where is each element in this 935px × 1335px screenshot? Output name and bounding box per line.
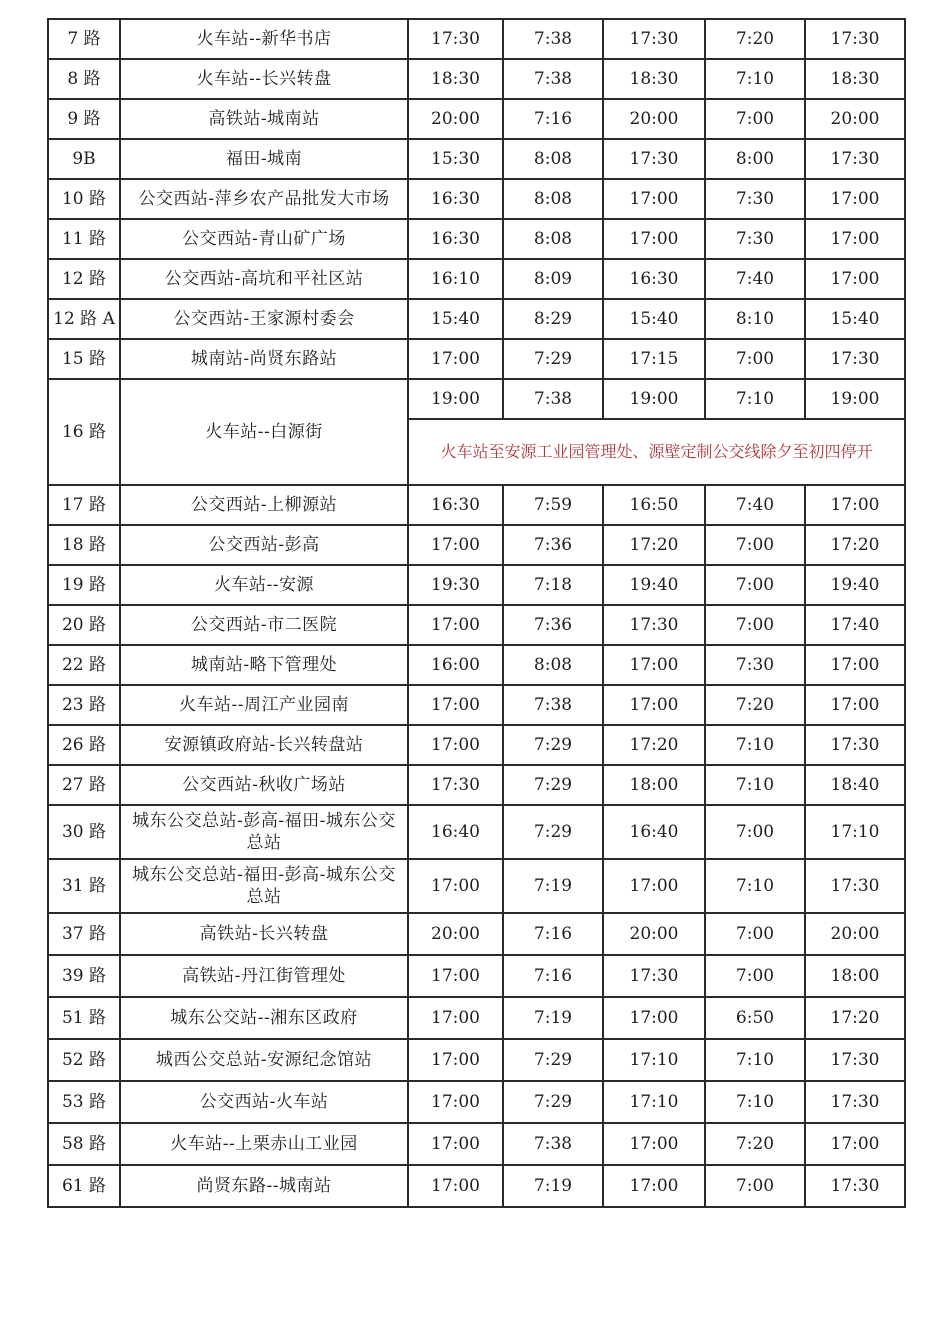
time-cell: 20:00	[408, 99, 503, 139]
time-cell: 17:00	[805, 1123, 905, 1165]
time-cell: 7:10	[705, 379, 805, 419]
route-number-cell: 18 路	[48, 525, 120, 565]
table-row	[48, 913, 905, 955]
route-number-cell: 9B	[48, 139, 120, 179]
time-cell: 17:00	[603, 179, 705, 219]
time-cell: 20:00	[408, 913, 503, 955]
time-cell: 20:00	[805, 913, 905, 955]
table-row	[48, 485, 905, 525]
table-row	[48, 1039, 905, 1081]
time-cell: 18:30	[408, 59, 503, 99]
time-cell: 17:30	[603, 19, 705, 59]
table-row	[48, 1123, 905, 1165]
route-line-cell: 高铁站-城南站	[120, 99, 408, 139]
time-cell: 17:10	[603, 1039, 705, 1081]
time-cell: 16:40	[408, 805, 503, 859]
route-number-cell: 17 路	[48, 485, 120, 525]
route-line-cell: 火车站--白源街	[120, 379, 408, 485]
route-line-cell: 火车站--新华书店	[120, 19, 408, 59]
time-cell: 17:30	[805, 859, 905, 913]
time-cell: 8:00	[705, 139, 805, 179]
time-cell: 18:00	[805, 955, 905, 997]
time-cell: 7:40	[705, 259, 805, 299]
time-cell: 19:30	[408, 565, 503, 605]
table-row	[48, 19, 905, 59]
time-cell: 7:16	[503, 955, 603, 997]
time-cell: 17:00	[603, 1165, 705, 1207]
time-cell: 17:30	[805, 139, 905, 179]
table-row	[48, 379, 905, 419]
route-number-cell: 31 路	[48, 859, 120, 913]
time-cell: 16:50	[603, 485, 705, 525]
time-cell: 15:40	[805, 299, 905, 339]
time-cell: 16:00	[408, 645, 503, 685]
time-cell: 7:10	[705, 725, 805, 765]
time-cell: 17:30	[603, 955, 705, 997]
time-cell: 8:29	[503, 299, 603, 339]
time-cell: 7:10	[705, 765, 805, 805]
route-number-cell: 16 路	[48, 379, 120, 485]
time-cell: 17:00	[805, 685, 905, 725]
time-cell: 17:00	[408, 725, 503, 765]
time-cell: 8:08	[503, 645, 603, 685]
time-cell: 17:30	[805, 1165, 905, 1207]
time-cell: 17:00	[408, 339, 503, 379]
time-cell: 17:30	[805, 339, 905, 379]
route-number-cell: 58 路	[48, 1123, 120, 1165]
table-row	[48, 339, 905, 379]
route-line-cell: 城东公交总站-福田-彭高-城东公交总站	[120, 859, 408, 913]
time-cell: 17:10	[805, 805, 905, 859]
route-number-cell: 39 路	[48, 955, 120, 997]
time-cell: 7:00	[705, 913, 805, 955]
route-line-cell: 安源镇政府站-长兴转盘站	[120, 725, 408, 765]
route-line-cell: 公交西站-火车站	[120, 1081, 408, 1123]
route-number-cell: 12 路 A	[48, 299, 120, 339]
time-cell: 8:10	[705, 299, 805, 339]
time-cell: 7:16	[503, 99, 603, 139]
time-cell: 17:30	[603, 139, 705, 179]
route-line-cell: 公交西站-王家源村委会	[120, 299, 408, 339]
table-row	[48, 565, 905, 605]
time-cell: 7:19	[503, 997, 603, 1039]
time-cell: 7:30	[705, 645, 805, 685]
time-cell: 17:20	[805, 525, 905, 565]
time-cell: 6:50	[705, 997, 805, 1039]
time-cell: 7:00	[705, 955, 805, 997]
route-line-cell: 尚贤东路--城南站	[120, 1165, 408, 1207]
time-cell: 7:59	[503, 485, 603, 525]
time-cell: 18:40	[805, 765, 905, 805]
table-row	[48, 1165, 905, 1207]
time-cell: 7:38	[503, 685, 603, 725]
time-cell: 15:30	[408, 139, 503, 179]
time-cell: 7:38	[503, 19, 603, 59]
time-cell: 17:00	[603, 685, 705, 725]
bus-schedule-table	[47, 18, 906, 1208]
time-cell: 7:29	[503, 765, 603, 805]
time-cell: 7:36	[503, 525, 603, 565]
time-cell: 7:00	[705, 339, 805, 379]
time-cell: 7:00	[705, 605, 805, 645]
time-cell: 7:29	[503, 725, 603, 765]
time-cell: 7:20	[705, 685, 805, 725]
route-number-cell: 22 路	[48, 645, 120, 685]
route-line-cell: 城西公交总站-安源纪念馆站	[120, 1039, 408, 1081]
time-cell: 17:00	[408, 859, 503, 913]
table-row	[48, 259, 905, 299]
time-cell: 17:00	[805, 219, 905, 259]
time-cell: 16:40	[603, 805, 705, 859]
route-line-cell: 火车站--安源	[120, 565, 408, 605]
route-number-cell: 52 路	[48, 1039, 120, 1081]
time-cell: 7:38	[503, 59, 603, 99]
table-row	[48, 59, 905, 99]
route-line-cell: 火车站--周江产业园南	[120, 685, 408, 725]
time-cell: 17:00	[408, 955, 503, 997]
route-line-cell: 福田-城南	[120, 139, 408, 179]
time-cell: 17:20	[603, 725, 705, 765]
time-cell: 16:30	[408, 179, 503, 219]
time-cell: 19:00	[408, 379, 503, 419]
route-number-cell: 53 路	[48, 1081, 120, 1123]
time-cell: 16:30	[603, 259, 705, 299]
table-row	[48, 645, 905, 685]
table-row	[48, 525, 905, 565]
time-cell: 16:30	[408, 219, 503, 259]
time-cell: 17:30	[805, 1039, 905, 1081]
table-row	[48, 859, 905, 913]
time-cell: 7:38	[503, 379, 603, 419]
time-cell: 7:38	[503, 1123, 603, 1165]
route-line-cell: 火车站--长兴转盘	[120, 59, 408, 99]
time-cell: 8:08	[503, 179, 603, 219]
time-cell: 17:00	[603, 997, 705, 1039]
table-row	[48, 765, 905, 805]
time-cell: 18:30	[603, 59, 705, 99]
time-cell: 17:00	[408, 1165, 503, 1207]
time-cell: 17:00	[603, 859, 705, 913]
route-number-cell: 15 路	[48, 339, 120, 379]
time-cell: 17:00	[603, 1123, 705, 1165]
route-line-cell: 城东公交站--湘东区政府	[120, 997, 408, 1039]
route-number-cell: 51 路	[48, 997, 120, 1039]
route-number-cell: 26 路	[48, 725, 120, 765]
time-cell: 7:40	[705, 485, 805, 525]
time-cell: 7:10	[705, 1081, 805, 1123]
time-cell: 20:00	[603, 99, 705, 139]
time-cell: 7:30	[705, 179, 805, 219]
table-row	[48, 997, 905, 1039]
time-cell: 7:18	[503, 565, 603, 605]
time-cell: 19:40	[603, 565, 705, 605]
time-cell: 17:00	[408, 1081, 503, 1123]
time-cell: 17:30	[805, 19, 905, 59]
time-cell: 7:00	[705, 99, 805, 139]
time-cell: 15:40	[408, 299, 503, 339]
table-row	[48, 1081, 905, 1123]
route-number-cell: 12 路	[48, 259, 120, 299]
time-cell: 7:19	[503, 859, 603, 913]
table-row	[48, 179, 905, 219]
time-cell: 17:30	[805, 725, 905, 765]
time-cell: 17:00	[805, 259, 905, 299]
time-cell: 7:00	[705, 565, 805, 605]
time-cell: 8:08	[503, 219, 603, 259]
time-cell: 8:09	[503, 259, 603, 299]
route-number-cell: 19 路	[48, 565, 120, 605]
route-number-cell: 37 路	[48, 913, 120, 955]
route-number-cell: 23 路	[48, 685, 120, 725]
time-cell: 7:16	[503, 913, 603, 955]
time-cell: 17:00	[408, 1123, 503, 1165]
time-cell: 19:00	[603, 379, 705, 419]
route-line-cell: 公交西站-市二医院	[120, 605, 408, 645]
route-number-cell: 10 路	[48, 179, 120, 219]
route-line-cell: 公交西站-高坑和平社区站	[120, 259, 408, 299]
time-cell: 17:30	[805, 1081, 905, 1123]
time-cell: 17:00	[408, 997, 503, 1039]
route-line-cell: 火车站--上栗赤山工业园	[120, 1123, 408, 1165]
table-row	[48, 955, 905, 997]
time-cell: 7:29	[503, 1039, 603, 1081]
route-number-cell: 8 路	[48, 59, 120, 99]
time-cell: 16:10	[408, 259, 503, 299]
time-cell: 17:00	[805, 485, 905, 525]
time-cell: 20:00	[603, 913, 705, 955]
time-cell: 7:10	[705, 1039, 805, 1081]
time-cell: 7:29	[503, 805, 603, 859]
time-cell: 17:15	[603, 339, 705, 379]
time-cell: 17:00	[408, 605, 503, 645]
time-cell: 7:00	[705, 805, 805, 859]
time-cell: 7:00	[705, 1165, 805, 1207]
time-cell: 15:40	[603, 299, 705, 339]
route-line-cell: 城东公交总站-彭高-福田-城东公交总站	[120, 805, 408, 859]
route-line-cell: 公交西站-秋收广场站	[120, 765, 408, 805]
time-cell: 18:00	[603, 765, 705, 805]
table-row	[48, 605, 905, 645]
time-cell: 7:30	[705, 219, 805, 259]
time-cell: 7:00	[705, 525, 805, 565]
table-row	[48, 685, 905, 725]
route-line-cell: 城南站-略下管理处	[120, 645, 408, 685]
time-cell: 8:08	[503, 139, 603, 179]
time-cell: 17:00	[408, 685, 503, 725]
time-cell: 17:10	[603, 1081, 705, 1123]
time-cell: 7:29	[503, 1081, 603, 1123]
time-cell: 17:00	[603, 645, 705, 685]
time-cell: 7:20	[705, 1123, 805, 1165]
route-line-cell: 公交西站-彭高	[120, 525, 408, 565]
route-line-cell: 公交西站-萍乡农产品批发大市场	[120, 179, 408, 219]
route-number-cell: 30 路	[48, 805, 120, 859]
time-cell: 16:30	[408, 485, 503, 525]
time-cell: 7:10	[705, 59, 805, 99]
time-cell: 7:19	[503, 1165, 603, 1207]
time-cell: 18:30	[805, 59, 905, 99]
table-row	[48, 299, 905, 339]
schedule-body	[48, 19, 905, 1207]
route-number-cell: 20 路	[48, 605, 120, 645]
time-cell: 7:29	[503, 339, 603, 379]
route-line-cell: 公交西站-上柳源站	[120, 485, 408, 525]
time-cell: 17:40	[805, 605, 905, 645]
time-cell: 17:00	[408, 525, 503, 565]
route-number-cell: 61 路	[48, 1165, 120, 1207]
table-row	[48, 219, 905, 259]
route-number-cell: 27 路	[48, 765, 120, 805]
route-number-cell: 9 路	[48, 99, 120, 139]
route-line-cell: 城南站-尚贤东路站	[120, 339, 408, 379]
route-line-cell: 高铁站-长兴转盘	[120, 913, 408, 955]
time-cell: 17:30	[408, 19, 503, 59]
table-row	[48, 805, 905, 859]
route-number-cell: 7 路	[48, 19, 120, 59]
route-line-cell: 高铁站-丹江街管理处	[120, 955, 408, 997]
time-cell: 17:00	[603, 219, 705, 259]
time-cell: 20:00	[805, 99, 905, 139]
time-cell: 17:00	[408, 1039, 503, 1081]
time-cell: 17:20	[805, 997, 905, 1039]
time-cell: 7:36	[503, 605, 603, 645]
time-cell: 17:30	[408, 765, 503, 805]
time-cell: 17:20	[603, 525, 705, 565]
table-row	[48, 99, 905, 139]
table-row	[48, 725, 905, 765]
table-row	[48, 139, 905, 179]
route-number-cell: 11 路	[48, 219, 120, 259]
time-cell: 17:00	[805, 645, 905, 685]
time-cell: 7:20	[705, 19, 805, 59]
time-cell: 19:00	[805, 379, 905, 419]
time-cell: 17:00	[805, 179, 905, 219]
route-line-cell: 公交西站-青山矿广场	[120, 219, 408, 259]
time-cell: 7:10	[705, 859, 805, 913]
time-cell: 19:40	[805, 565, 905, 605]
time-cell: 17:30	[603, 605, 705, 645]
notice-cell: 火车站至安源工业园管理处、源壁定制公交线除夕至初四停开	[408, 419, 905, 485]
